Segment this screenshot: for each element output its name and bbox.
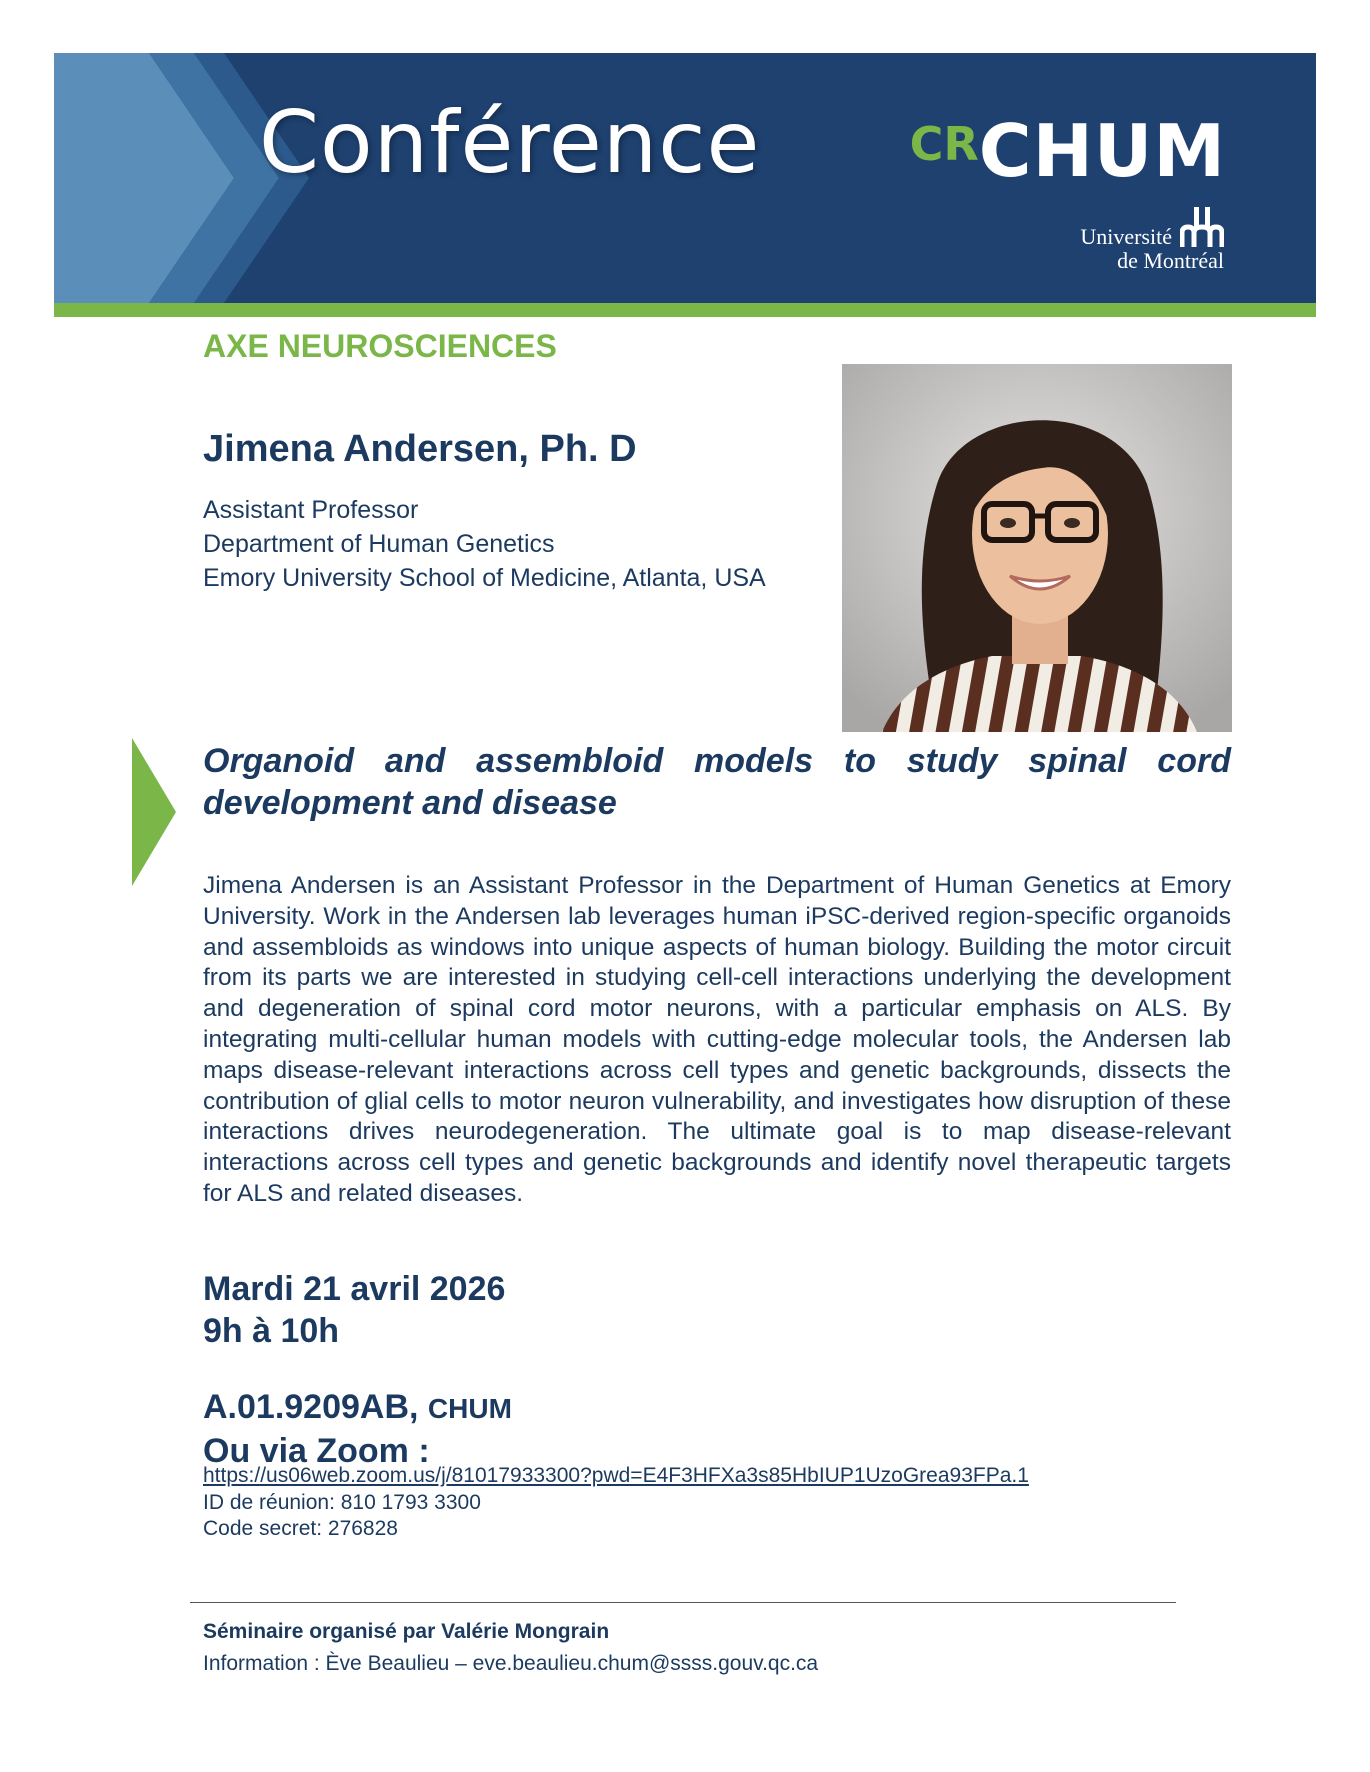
event-room-suffix: CHUM (427, 1393, 512, 1424)
section-label: AXE NEUROSCIENCES (203, 328, 557, 364)
talk-abstract: Jimena Andersen is an Assistant Professor in the Department of Human Genetics at Emory University. Work in the Andersen lab leverages human iPSC-derived region-specific organoids and assembloids as windows into unique aspects of human biology. Building the motor circuit from its parts we are interested in studying cell-cell interactions underlying the development and degeneration of spinal cord motor neurons, with a particular emphasis on ALS. By integrating multi-cellular human models with cutting-edge molecular tools, the Andersen lab maps disease-relevant interactions across cell types and genetic backgrounds, dissects the contribution of glial cells to motor neuron vulnerability, and investigates how disruption of these interactions drives neurodegeneration. The ultimate goal is to map disease-relevant interactions across cell types and genetic backgrounds and identify novel therapeutic targets for ALS and related diseases. (203, 872, 1231, 1207)
udem-emblem-icon (1180, 205, 1224, 249)
speaker-department: Department of Human Genetics (203, 530, 555, 558)
speaker-photo (842, 364, 1232, 732)
speaker-position: Assistant Professor (203, 496, 419, 524)
green-arrow-icon (132, 738, 176, 886)
zoom-meeting-id: ID de réunion: 810 1793 3300 (203, 1490, 481, 1514)
banner-green-stripe (54, 303, 1316, 317)
logo-cr: CR (909, 117, 979, 171)
footer-divider (190, 1602, 1176, 1603)
crchum-logo (910, 109, 1226, 193)
zoom-passcode: Code secret: 276828 (203, 1517, 398, 1540)
logo-chum: CHUM (978, 109, 1226, 193)
zoom-details (203, 1463, 1029, 1543)
speaker-institution: Emory University School of Medicine, Atlanta, USA (203, 564, 766, 592)
event-room: A.01.9209AB, (203, 1388, 419, 1426)
udem-line1: Université (1080, 224, 1172, 249)
header-banner (54, 53, 1316, 303)
banner-title: Conférence (259, 93, 761, 193)
footer-information: Information : Ève Beaulieu – eve.beaulieu.chum@ssss.gouv.qc.ca (203, 1652, 819, 1675)
udem-logo (1080, 205, 1224, 273)
zoom-label: Ou via Zoom : (203, 1432, 430, 1470)
event-time: 9h à 10h (203, 1312, 340, 1350)
footer-organizer: Séminaire organisé par Valérie Mongrain (203, 1620, 610, 1643)
talk-title: Organoid and assembloid models to study spinal cord development and disease (203, 742, 1231, 822)
event-location (203, 1386, 512, 1472)
speaker-affiliation (203, 493, 766, 595)
event-datetime (203, 1268, 505, 1352)
event-date: Mardi 21 avril 2026 (203, 1270, 506, 1308)
udem-line2: de Montréal (1117, 248, 1224, 273)
zoom-link[interactable]: https://us06web.zoom.us/j/81017933300?pwd=E4F3HFXa3s85HbIUP1UzoGrea93FPa.1 (203, 1464, 1029, 1487)
speaker-name: Jimena Andersen, Ph. D (203, 428, 637, 470)
